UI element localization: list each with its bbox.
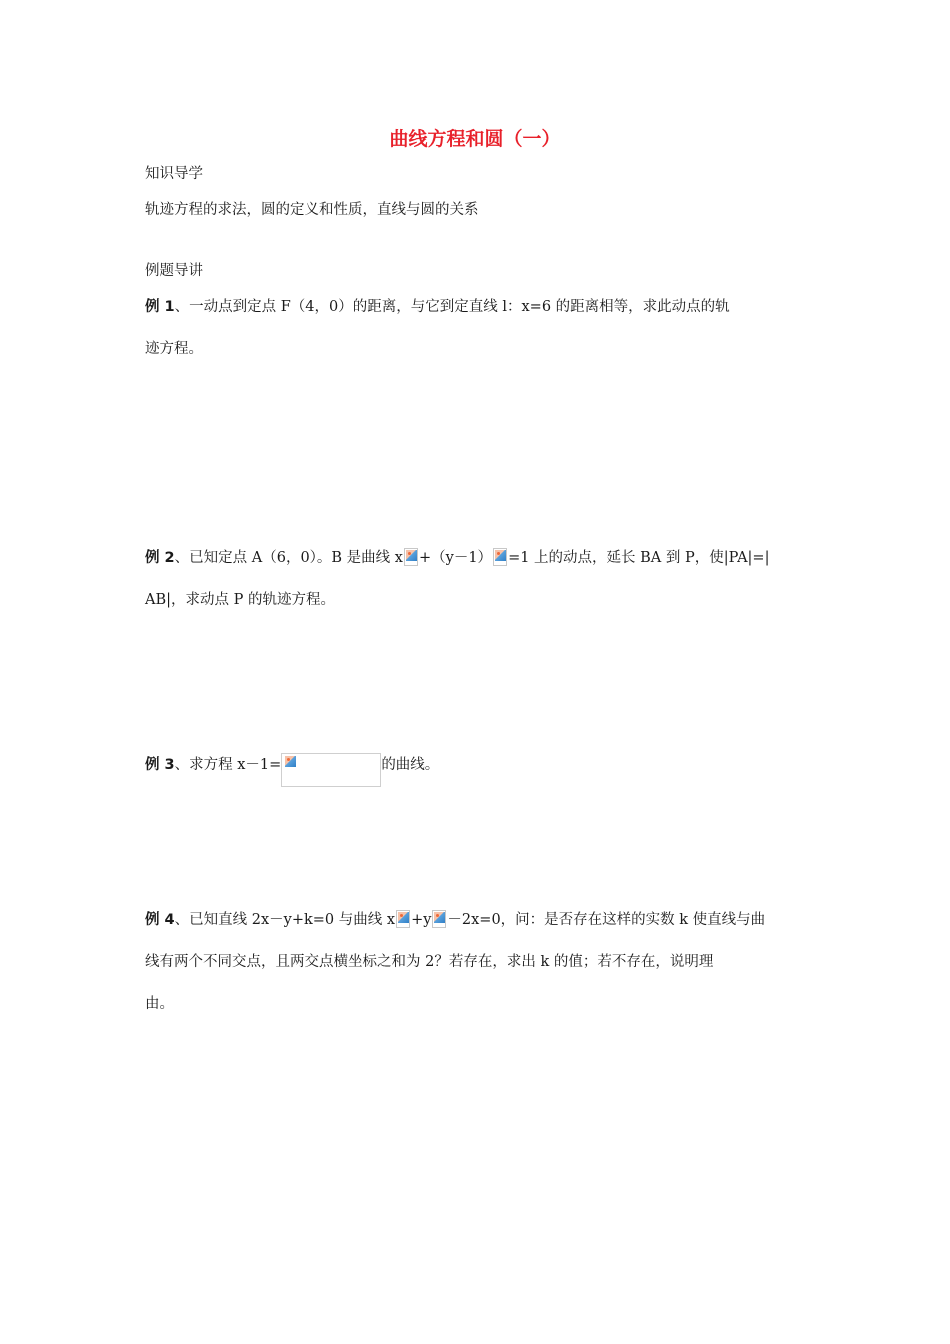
broken-image-icon bbox=[284, 755, 298, 773]
broken-image-icon bbox=[404, 548, 418, 566]
example-4-line-3: 由。 bbox=[145, 996, 174, 1012]
broken-image-icon bbox=[432, 910, 446, 928]
example-2-line-2: AB|，求动点 P 的轨迹方程。 bbox=[145, 592, 335, 608]
example-4-label: 例 4 bbox=[145, 912, 175, 928]
example-4-line-1 bbox=[145, 910, 765, 930]
example-4-line-2: 线有两个不同交点，且两交点横坐标之和为 2？若存在，求出 k 的值；若不存在，说明理 bbox=[145, 954, 714, 970]
example-3-text-a: 、求方程 x－1= bbox=[174, 757, 282, 773]
example-3-line-1 bbox=[145, 755, 439, 787]
knowledge-content: 轨迹方程的求法，圆的定义和性质，直线与圆的关系 bbox=[145, 202, 479, 218]
formula-image-placeholder bbox=[281, 753, 381, 787]
example-2-text-b: +（y－1） bbox=[418, 550, 493, 566]
example-4-text-a: 、已知直线 2x－y+k=0 与曲线 x bbox=[174, 912, 396, 928]
example-3-label: 例 3 bbox=[145, 757, 175, 773]
example-1-label: 例 1 bbox=[145, 299, 175, 315]
example-4-text-c: －2x=0，问：是否存在这样的实数 k 使直线与曲 bbox=[447, 912, 766, 928]
example-1-line-2: 迹方程。 bbox=[145, 341, 203, 357]
broken-image-icon bbox=[493, 548, 507, 566]
knowledge-heading: 知识导学 bbox=[145, 166, 203, 182]
document-title: 曲线方程和圆（一） bbox=[389, 128, 561, 150]
example-1-line-1 bbox=[145, 297, 730, 317]
broken-image-icon bbox=[396, 910, 410, 928]
example-2-label: 例 2 bbox=[145, 550, 175, 566]
example-2-text-a: 、已知定点 A（6，0）。B 是曲线 x bbox=[174, 550, 403, 566]
example-1-text: 、一动点到定点 F（4，0）的距离，与它到定直线 l：x=6 的距离相等，求此动点的轨 bbox=[174, 299, 730, 315]
examples-heading: 例题导讲 bbox=[145, 263, 203, 279]
example-4-text-b: +y bbox=[411, 912, 432, 928]
example-3-text-b: 的曲线。 bbox=[381, 757, 440, 773]
example-2-text-c: =1 上的动点，延长 BA 到 P，使|PA|=| bbox=[508, 550, 770, 566]
example-2-line-1 bbox=[145, 548, 769, 568]
